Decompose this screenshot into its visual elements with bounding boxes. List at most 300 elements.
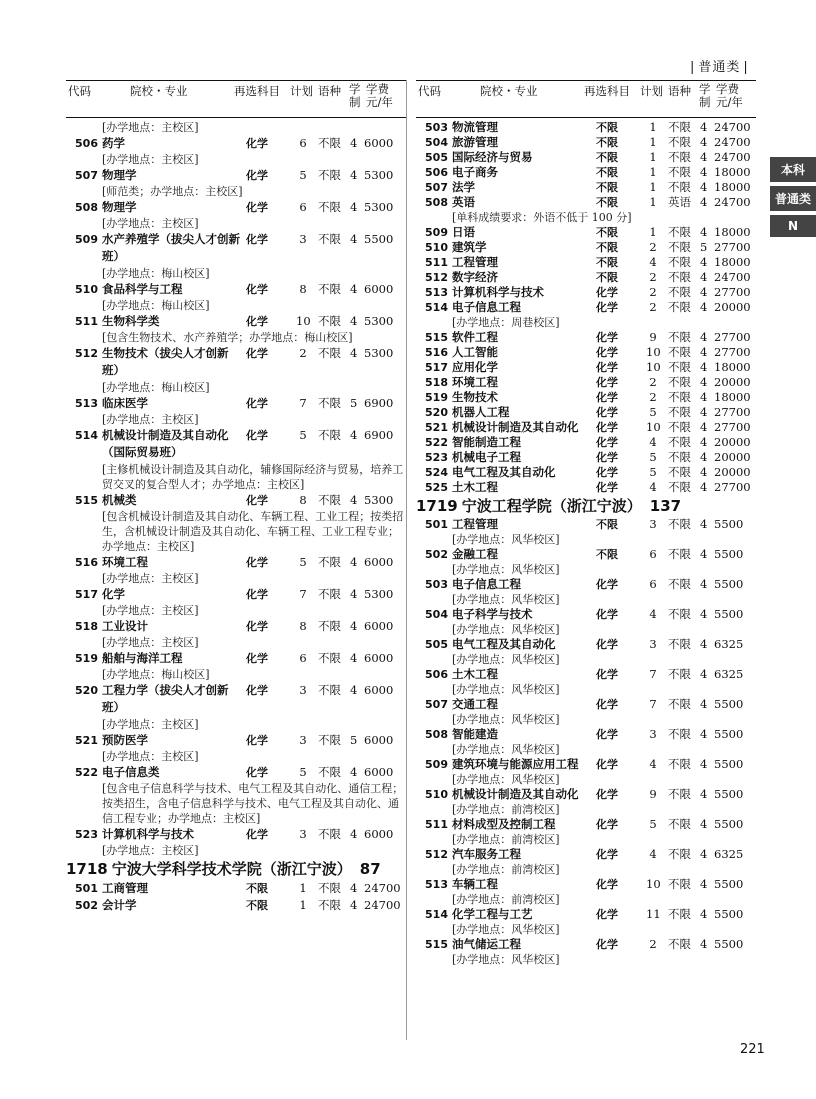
plan-count: 2: [649, 390, 657, 404]
major-code: 503: [425, 121, 448, 134]
language: 不限: [668, 345, 691, 359]
plan-count: 3: [649, 727, 657, 741]
major-code: 518: [425, 376, 448, 389]
right-table-body: [416, 118, 756, 967]
header-years: 学制: [699, 82, 711, 109]
plan-count: 7: [299, 587, 307, 601]
required-subject: 化学: [596, 638, 618, 651]
major-code: 515: [425, 938, 448, 951]
table-row: [66, 135, 406, 152]
years: 4: [700, 577, 708, 591]
major-code: 506: [75, 137, 98, 150]
major-name: 电子信息类: [102, 765, 160, 779]
left-column: [66, 80, 406, 914]
header-name: 院校・专业: [130, 84, 188, 98]
major-name: 机械设计制造及其自动化（国际贸易班）: [102, 428, 229, 459]
tuition-fee: 5500: [714, 817, 744, 831]
table-row: [416, 180, 756, 195]
major-code: 512: [425, 271, 448, 284]
table-row: [416, 907, 756, 922]
years: 4: [700, 697, 708, 711]
years: 4: [350, 168, 358, 182]
major-name: 机械类: [102, 493, 137, 507]
major-name: 物理学: [102, 200, 137, 214]
language: 不限: [668, 375, 691, 389]
major-code: 507: [425, 181, 448, 194]
major-code: 516: [425, 346, 448, 359]
years: 4: [350, 827, 358, 841]
table-row: [416, 225, 756, 240]
school-name: 宁波大学科学技术学院（浙江宁波）: [111, 860, 352, 878]
plan-count: 10: [646, 360, 661, 374]
table-row: [66, 199, 406, 216]
major-name: 环境工程: [102, 555, 148, 569]
tuition-fee: 5500: [714, 517, 744, 531]
table-row: [416, 390, 756, 405]
plan-count: 9: [649, 787, 657, 801]
school-heading: [66, 858, 406, 880]
years: 4: [700, 450, 708, 464]
tuition-fee: 6000: [364, 733, 394, 747]
major-name: 土木工程: [452, 667, 498, 681]
major-name: 软件工程: [452, 330, 498, 344]
major-name: 日语: [452, 225, 475, 239]
required-subject: 化学: [596, 346, 618, 359]
major-name: 船舶与海洋工程: [102, 651, 183, 665]
language: 不限: [668, 480, 691, 494]
major-name: 交通工程: [452, 697, 498, 711]
tuition-fee: 6900: [364, 428, 394, 442]
table-row: [416, 150, 756, 165]
row-note: [办学地点：风华校区]: [452, 923, 560, 936]
required-subject: 化学: [596, 361, 618, 374]
major-code: 513: [425, 286, 448, 299]
row-note: [办学地点：风华校区]: [452, 713, 560, 726]
major-code: 515: [425, 331, 448, 344]
major-code: 525: [425, 481, 448, 494]
table-row: [416, 360, 756, 375]
language: 不限: [318, 136, 341, 150]
major-code: 510: [75, 283, 98, 296]
header-lang: 语种: [318, 84, 341, 98]
table-row: [416, 757, 756, 772]
table-row: [66, 167, 406, 184]
table-row: [66, 897, 406, 914]
language: 不限: [318, 346, 341, 360]
side-tab[interactable]: 普通类: [770, 186, 816, 211]
major-code: 505: [425, 638, 448, 651]
required-subject: 化学: [596, 758, 618, 771]
table-row: [66, 586, 406, 603]
required-subject: 化学: [596, 421, 618, 434]
plan-count: 4: [649, 435, 657, 449]
major-code: 513: [425, 878, 448, 891]
row-note: [办学地点：主校区]: [102, 413, 199, 426]
required-subject: 化学: [246, 588, 268, 601]
page-number: 221: [740, 1042, 765, 1057]
tuition-fee: 5500: [714, 907, 744, 921]
major-code: 517: [425, 361, 448, 374]
major-name: 会计学: [102, 898, 137, 912]
language: 英语: [668, 195, 691, 209]
table-row: [66, 395, 406, 412]
tuition-fee: 5500: [714, 787, 744, 801]
years: 4: [350, 428, 358, 442]
major-code: 506: [425, 166, 448, 179]
required-subject: 化学: [596, 406, 618, 419]
tuition-fee: 18000: [714, 165, 751, 179]
tuition-fee: 6325: [714, 847, 744, 861]
plan-count: 7: [649, 697, 657, 711]
major-name: 人工智能: [452, 345, 498, 359]
tuition-fee: 5500: [714, 547, 744, 561]
tuition-fee: 20000: [714, 435, 751, 449]
major-name: 生物技术（拔尖人才创新班）: [102, 346, 229, 377]
tuition-fee: 5300: [364, 200, 394, 214]
years: 4: [350, 232, 358, 246]
major-name: 材料成型及控制工程: [452, 817, 556, 831]
table-row: [416, 420, 756, 435]
major-name: 化学工程与工艺: [452, 907, 533, 921]
years: 4: [700, 465, 708, 479]
school-code: 1718: [66, 860, 108, 878]
plan-count: 4: [649, 480, 657, 494]
row-note: [办学地点：风华校区]: [452, 773, 560, 786]
plan-count: 2: [649, 300, 657, 314]
major-name: 机械电子工程: [452, 450, 521, 464]
major-name: 法学: [452, 180, 475, 194]
major-name: 计算机科学与技术: [452, 285, 544, 299]
table-row: [416, 817, 756, 832]
major-name: 临床医学: [102, 396, 148, 410]
major-code: 520: [425, 406, 448, 419]
plan-count: 2: [649, 375, 657, 389]
tuition-fee: 5500: [364, 232, 394, 246]
major-code: 510: [425, 788, 448, 801]
major-code: 521: [425, 421, 448, 434]
language: 不限: [668, 637, 691, 651]
major-code: 503: [425, 578, 448, 591]
major-code: 511: [425, 256, 448, 269]
language: 不限: [668, 390, 691, 404]
table-row: [416, 465, 756, 480]
plan-count: 7: [299, 396, 307, 410]
plan-count: 6: [649, 577, 657, 591]
major-name: 预防医学: [102, 733, 148, 747]
years: 4: [350, 200, 358, 214]
years: 4: [700, 300, 708, 314]
years: 4: [700, 757, 708, 771]
years: 4: [700, 165, 708, 179]
row-note: [办学地点：前湾校区]: [452, 893, 560, 906]
row-note: [办学地点：风华校区]: [452, 653, 560, 666]
language: 不限: [668, 727, 691, 741]
major-name: 食品科学与工程: [102, 282, 183, 296]
required-subject: 化学: [596, 818, 618, 831]
years: 4: [700, 195, 708, 209]
school-plan: 137: [649, 497, 682, 515]
major-name: 化学: [102, 587, 125, 601]
plan-count: 11: [646, 907, 661, 921]
language: 不限: [668, 450, 691, 464]
header-years: 学制: [349, 82, 361, 109]
language: 不限: [668, 607, 691, 621]
left-table-body: [66, 118, 406, 914]
language: 不限: [668, 150, 691, 164]
table-row: [416, 405, 756, 420]
major-name: 土木工程: [452, 480, 498, 494]
row-note: [办学地点：主校区]: [102, 572, 199, 585]
table-row: [416, 697, 756, 712]
required-subject: 不限: [596, 518, 618, 531]
row-note: [办学地点：梅山校区]: [102, 299, 210, 312]
language: 不限: [668, 787, 691, 801]
required-subject: 化学: [246, 766, 268, 779]
plan-count: 2: [649, 270, 657, 284]
tuition-fee: 6000: [364, 282, 394, 296]
plan-count: 2: [649, 285, 657, 299]
table-row: [66, 880, 406, 897]
tuition-fee: 5300: [364, 493, 394, 507]
table-row: [416, 877, 756, 892]
required-subject: 化学: [596, 451, 618, 464]
years: 5: [350, 733, 358, 747]
required-subject: 化学: [596, 391, 618, 404]
required-subject: 化学: [596, 668, 618, 681]
header-fee: 学费元/年: [366, 82, 393, 109]
tuition-fee: 20000: [714, 375, 751, 389]
right-column: [416, 80, 756, 967]
years: 4: [350, 346, 358, 360]
language: 不限: [668, 907, 691, 921]
major-code: 508: [425, 728, 448, 741]
major-name: 建筑环境与能源应用工程: [452, 757, 579, 771]
table-row: [416, 847, 756, 862]
language: 不限: [668, 405, 691, 419]
major-code: 502: [425, 548, 448, 561]
row-note: [办学地点：主校区]: [102, 844, 199, 857]
language: 不限: [668, 270, 691, 284]
school-plan: 87: [359, 860, 381, 878]
required-subject: 化学: [596, 728, 618, 741]
major-code: 518: [75, 620, 98, 633]
years: 4: [700, 330, 708, 344]
tuition-fee: 18000: [714, 360, 751, 374]
major-name: 智能建造: [452, 727, 498, 741]
language: 不限: [318, 200, 341, 214]
major-code: 509: [425, 226, 448, 239]
major-name: 智能制造工程: [452, 435, 521, 449]
major-code: 501: [75, 882, 98, 895]
table-header: [416, 80, 756, 118]
row-note: [办学地点：梅山校区]: [102, 381, 210, 394]
table-row: [416, 375, 756, 390]
tuition-fee: 18000: [714, 390, 751, 404]
language: 不限: [668, 240, 691, 254]
row-note: [办学地点：主校区]: [102, 750, 199, 763]
required-subject: 不限: [596, 151, 618, 164]
tuition-fee: 5300: [364, 314, 394, 328]
plan-count: 3: [299, 232, 307, 246]
school-name: 宁波工程学院（浙江宁波）: [461, 497, 642, 515]
tuition-fee: 20000: [714, 465, 751, 479]
major-code: 511: [425, 818, 448, 831]
table-row: [416, 240, 756, 255]
required-subject: 化学: [246, 429, 268, 442]
plan-count: 1: [649, 195, 657, 209]
tuition-fee: 6325: [714, 637, 744, 651]
table-row: [66, 313, 406, 330]
major-code: 505: [425, 151, 448, 164]
language: 不限: [668, 360, 691, 374]
side-tab[interactable]: N: [770, 215, 816, 237]
plan-count: 5: [299, 555, 307, 569]
years: 4: [700, 787, 708, 801]
years: 4: [350, 619, 358, 633]
language: 不限: [318, 651, 341, 665]
row-note: [办学地点：风华校区]: [452, 623, 560, 636]
table-row: [66, 231, 406, 266]
major-name: 建筑学: [452, 240, 487, 254]
side-tab[interactable]: 本科: [770, 157, 816, 182]
major-name: 计算机科学与技术: [102, 827, 194, 841]
major-code: 504: [425, 136, 448, 149]
row-note: [办学地点：风华校区]: [452, 533, 560, 546]
table-row: [66, 345, 406, 380]
years: 4: [700, 375, 708, 389]
major-code: 516: [75, 556, 98, 569]
tuition-fee: 18000: [714, 225, 751, 239]
language: 不限: [318, 898, 341, 912]
years: 4: [700, 225, 708, 239]
years: 4: [700, 255, 708, 269]
language: 不限: [668, 465, 691, 479]
major-code: 520: [75, 684, 98, 697]
table-row: [66, 618, 406, 635]
plan-count: 1: [649, 225, 657, 239]
major-name: 工业设计: [102, 619, 148, 633]
tuition-fee: 24700: [714, 135, 751, 149]
plan-count: 3: [299, 683, 307, 697]
plan-count: 1: [649, 150, 657, 164]
school-heading: [416, 495, 756, 517]
required-subject: 化学: [246, 233, 268, 246]
language: 不限: [318, 428, 341, 442]
table-row: [416, 195, 756, 210]
language: 不限: [318, 314, 341, 328]
tuition-fee: 20000: [714, 450, 751, 464]
major-name: 电子科学与技术: [452, 607, 533, 621]
major-name: 油气储运工程: [452, 937, 521, 951]
years: 4: [350, 282, 358, 296]
years: 4: [700, 547, 708, 561]
major-code: 521: [75, 734, 98, 747]
header-subject: 再选科目: [584, 84, 630, 98]
language: 不限: [318, 733, 341, 747]
table-row: [66, 427, 406, 462]
years: 4: [350, 493, 358, 507]
tuition-fee: 5300: [364, 168, 394, 182]
required-subject: 化学: [246, 137, 268, 150]
plan-count: 3: [299, 827, 307, 841]
required-subject: 化学: [596, 481, 618, 494]
major-code: 515: [75, 494, 98, 507]
table-row: [416, 517, 756, 532]
major-name: 工程管理: [452, 255, 498, 269]
tuition-fee: 5500: [714, 697, 744, 711]
years: 4: [700, 270, 708, 284]
tuition-fee: 24700: [364, 881, 401, 895]
tuition-fee: 6000: [364, 619, 394, 633]
header-plan: 计划: [640, 84, 663, 98]
major-name: 应用化学: [452, 360, 498, 374]
table-row: [416, 450, 756, 465]
plan-count: 1: [649, 165, 657, 179]
language: 不限: [318, 282, 341, 296]
tuition-fee: 27700: [714, 330, 751, 344]
language: 不限: [668, 937, 691, 951]
required-subject: 不限: [596, 136, 618, 149]
required-subject: 不限: [596, 271, 618, 284]
tuition-fee: 24700: [714, 270, 751, 284]
plan-count: 3: [649, 637, 657, 651]
major-code: 514: [75, 429, 98, 442]
plan-count: 5: [299, 168, 307, 182]
table-row: [416, 435, 756, 450]
major-name: 数字经济: [452, 270, 498, 284]
major-code: 522: [425, 436, 448, 449]
major-name: 水产养殖学（拔尖人才创新班）: [102, 232, 240, 263]
required-subject: 化学: [596, 878, 618, 891]
table-row: [416, 165, 756, 180]
major-name: 旅游管理: [452, 135, 498, 149]
language: 不限: [668, 285, 691, 299]
required-subject: 化学: [596, 578, 618, 591]
required-subject: 不限: [596, 241, 618, 254]
language: 不限: [668, 847, 691, 861]
table-row: [416, 330, 756, 345]
row-note: [办学地点：风华校区]: [452, 953, 560, 966]
tuition-fee: 18000: [714, 255, 751, 269]
required-subject: 不限: [596, 166, 618, 179]
table-row: [416, 285, 756, 300]
major-name: 国际经济与贸易: [452, 150, 533, 164]
table-row: [66, 826, 406, 843]
required-subject: 不限: [596, 181, 618, 194]
tuition-fee: 5500: [714, 607, 744, 621]
row-note: [办学地点：前湾校区]: [452, 803, 560, 816]
years: 5: [350, 396, 358, 410]
major-name: 环境工程: [452, 375, 498, 389]
row-note: [包含生物技术、水产养殖学；办学地点：梅山校区]: [102, 331, 353, 344]
header-name: 院校・专业: [480, 84, 538, 98]
major-name: 电气工程及其自动化: [452, 465, 556, 479]
major-code: 507: [75, 169, 98, 182]
language: 不限: [668, 697, 691, 711]
plan-count: 5: [649, 450, 657, 464]
years: 4: [350, 683, 358, 697]
years: 4: [350, 898, 358, 912]
language: 不限: [668, 330, 691, 344]
table-row: [416, 637, 756, 652]
language: 不限: [318, 619, 341, 633]
major-name: 物流管理: [452, 120, 498, 134]
major-code: 502: [75, 899, 98, 912]
required-subject: 化学: [246, 283, 268, 296]
language: 不限: [668, 667, 691, 681]
row-note: [办学地点：梅山校区]: [102, 267, 210, 280]
tuition-fee: 6900: [364, 396, 394, 410]
